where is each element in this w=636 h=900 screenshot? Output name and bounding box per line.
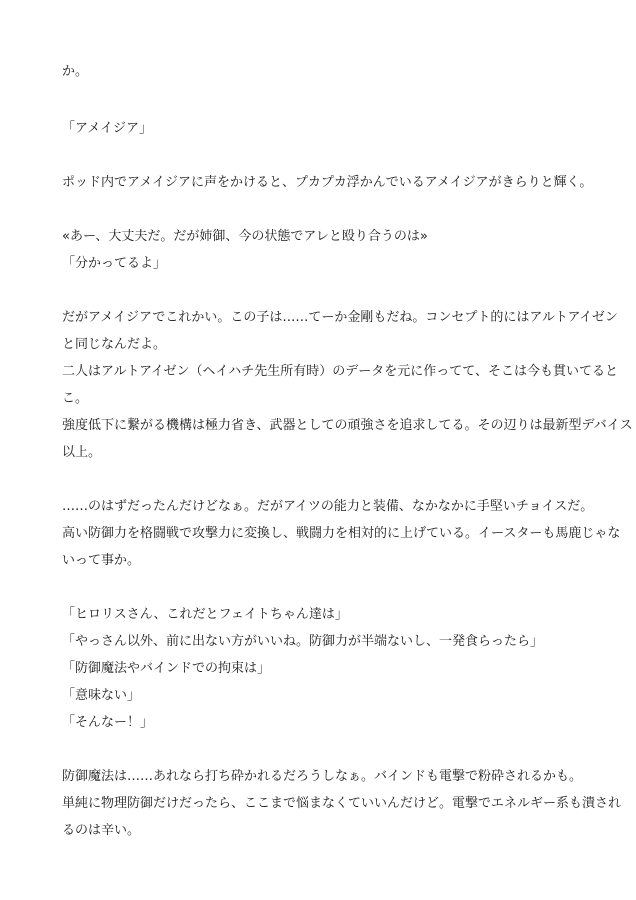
text-line: 以上。 bbox=[62, 445, 102, 460]
text-line: だがアメイジアでこれかい。この子は……てーか金剛もだね。コンセプト的にはアルトアイゼン bbox=[62, 310, 618, 325]
text-line: か。 bbox=[62, 64, 89, 79]
dialogue-line: 「そんなー！」 bbox=[62, 715, 154, 730]
dialogue-line: 「防御魔法やバインドでの拘束は」 bbox=[62, 661, 271, 676]
text-line: ……のはずだったんだけどなぁ。だがアイツの能力と装備、なかなかに手堅いチョイスだ。 bbox=[62, 499, 594, 514]
text-line: 「アメイジア」 bbox=[62, 121, 152, 136]
text-line: 「分かってるよ」 bbox=[62, 256, 167, 271]
dialogue-line: 「ヒロリスさん、これだとフェイトちゃん達は」 bbox=[62, 607, 348, 622]
text-line: こ。 bbox=[62, 391, 89, 406]
text-line: «あー、大丈夫だ。だが姉御、今の状態でアレと殴り合うのは» bbox=[62, 229, 428, 244]
text-line: 防御魔法は……あれなら打ち砕かれるだろうしなぁ。バインドも電撃で粉砕されるかも。 bbox=[62, 769, 583, 784]
dialogue-line: 「やっさん以外、前に出ない方がいいね。防御力が半端ないし、一発食らったら」 bbox=[62, 634, 544, 649]
text-line: ポッド内でアメイジアに声をかけると、プカプカ浮かんでいるアメイジアがきらりと輝く。 bbox=[62, 175, 593, 190]
text-line: 高い防御力を格闘戦で攻撃力に変換し、戦闘力を相対的に上げている。イースターも馬鹿じゃな bbox=[62, 526, 621, 541]
text-line: と同じなんだよ。 bbox=[62, 337, 167, 352]
text-line: いって事か。 bbox=[62, 553, 141, 568]
text-line: 二人はアルトアイゼン（ヘイハチ先生所有時）のデータを元に作ってて、そこは今も貫いてると bbox=[62, 364, 619, 379]
text-line: 単純に物理防御だけだったら、ここまで悩まなくていいんだけど。電撃でエネルギー系も潰され bbox=[62, 796, 622, 811]
text-line: るのは辛い。 bbox=[62, 823, 141, 838]
text-line: 強度低下に繋がる機構は極力省き、武器としての頑強さを追求してる。その辺りは最新型デバイス bbox=[62, 418, 633, 433]
dialogue-line: 「意味ない」 bbox=[62, 688, 141, 703]
